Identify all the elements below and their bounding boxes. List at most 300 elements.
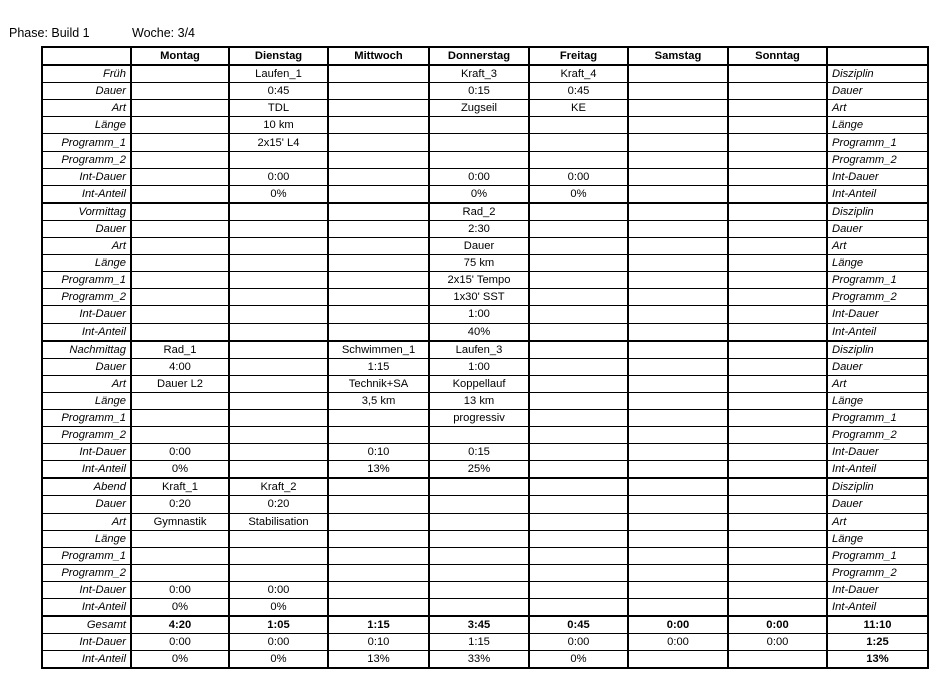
row-label: Dauer — [42, 496, 131, 513]
table-cell[interactable] — [529, 461, 628, 479]
table-cell[interactable] — [728, 496, 827, 513]
table-cell[interactable] — [529, 134, 628, 151]
table-cell[interactable] — [628, 564, 728, 581]
table-cell[interactable] — [728, 341, 827, 359]
table-cell[interactable] — [429, 530, 529, 547]
table-cell[interactable] — [628, 134, 728, 151]
table-cell[interactable] — [728, 185, 827, 203]
table-cell[interactable] — [728, 100, 827, 117]
table-cell[interactable] — [328, 530, 429, 547]
table-cell[interactable] — [328, 185, 429, 203]
table-row — [42, 599, 928, 617]
table-cell[interactable] — [728, 392, 827, 409]
table-cell[interactable]: 0:10 — [328, 444, 429, 461]
table-cell[interactable]: Kraft_3 — [429, 65, 529, 83]
table-cell[interactable] — [429, 117, 529, 134]
table-cell[interactable]: 2:30 — [429, 220, 529, 237]
table-cell[interactable]: 1:00 — [429, 306, 529, 323]
table-cell[interactable]: TDL — [229, 100, 328, 117]
table-cell[interactable] — [628, 117, 728, 134]
corner-cell — [42, 47, 131, 65]
row-label: Programm_2 — [42, 564, 131, 581]
row-label-right: Dauer — [827, 83, 928, 100]
table-cell[interactable] — [131, 100, 229, 117]
table-cell[interactable] — [529, 323, 628, 341]
row-label-right: Programm_1 — [827, 409, 928, 426]
table-cell[interactable] — [229, 289, 328, 306]
total-cell: 1:15 — [328, 616, 429, 634]
table-cell[interactable] — [229, 203, 328, 221]
table-cell[interactable] — [429, 564, 529, 581]
table-cell[interactable]: 0:20 — [131, 496, 229, 513]
table-cell[interactable]: 4:00 — [131, 358, 229, 375]
table-cell[interactable]: 0:00 — [131, 581, 229, 598]
table-cell[interactable] — [328, 238, 429, 255]
table-cell[interactable] — [131, 238, 229, 255]
table-cell[interactable] — [529, 375, 628, 392]
table-cell[interactable] — [628, 65, 728, 83]
table-cell[interactable] — [628, 272, 728, 289]
row-label: Programm_1 — [42, 409, 131, 426]
row-label-right: Programm_2 — [827, 427, 928, 444]
table-cell[interactable] — [229, 392, 328, 409]
total-cell: 0:00 — [628, 616, 728, 634]
table-cell[interactable] — [229, 444, 328, 461]
table-cell[interactable] — [628, 478, 728, 496]
table-cell[interactable]: Kraft_1 — [131, 478, 229, 496]
table-row — [42, 564, 928, 581]
table-cell[interactable] — [328, 323, 429, 341]
table-cell[interactable] — [628, 83, 728, 100]
total-cell: 0% — [229, 651, 328, 669]
table-cell[interactable]: Koppellauf — [429, 375, 529, 392]
total-row — [42, 634, 928, 651]
table-cell[interactable]: 0:15 — [429, 83, 529, 100]
row-label-right: Art — [827, 100, 928, 117]
table-cell[interactable]: Laufen_1 — [229, 65, 328, 83]
table-cell[interactable] — [628, 513, 728, 530]
table-cell[interactable] — [728, 375, 827, 392]
table-cell[interactable]: Zugseil — [429, 100, 529, 117]
table-cell[interactable]: Stabilisation — [229, 513, 328, 530]
table-cell[interactable] — [628, 255, 728, 272]
total-sum: 11:10 — [827, 616, 928, 634]
table-cell[interactable] — [328, 220, 429, 237]
table-cell[interactable] — [131, 65, 229, 83]
total-cell: 4:20 — [131, 616, 229, 634]
table-row — [42, 581, 928, 598]
table-cell[interactable]: 0% — [429, 185, 529, 203]
table-cell[interactable] — [529, 306, 628, 323]
table-cell[interactable] — [131, 306, 229, 323]
table-cell[interactable] — [328, 496, 429, 513]
row-label: Länge — [42, 255, 131, 272]
row-label-right: Programm_1 — [827, 272, 928, 289]
table-cell[interactable] — [131, 168, 229, 185]
table-cell[interactable] — [328, 599, 429, 617]
total-cell: 1:15 — [429, 634, 529, 651]
table-cell[interactable] — [529, 547, 628, 564]
total-cell: 0:00 — [728, 616, 827, 634]
total-cell: 3:45 — [429, 616, 529, 634]
table-cell[interactable] — [529, 341, 628, 359]
table-cell[interactable] — [728, 547, 827, 564]
table-cell[interactable] — [628, 151, 728, 168]
table-cell[interactable]: 0:00 — [229, 168, 328, 185]
table-cell[interactable] — [229, 151, 328, 168]
table-cell[interactable] — [229, 341, 328, 359]
table-cell[interactable] — [728, 478, 827, 496]
table-cell[interactable] — [131, 203, 229, 221]
table-cell[interactable]: KE — [529, 100, 628, 117]
table-cell[interactable] — [529, 203, 628, 221]
table-cell[interactable]: 0% — [131, 461, 229, 479]
row-label: Int-Anteil — [42, 461, 131, 479]
table-cell[interactable] — [429, 478, 529, 496]
table-cell[interactable] — [728, 461, 827, 479]
table-cell[interactable] — [728, 306, 827, 323]
table-cell[interactable] — [728, 151, 827, 168]
table-cell[interactable]: 10 km — [229, 117, 328, 134]
day-header-3: Donnerstag — [429, 47, 529, 65]
table-row — [42, 323, 928, 341]
total-cell — [728, 651, 827, 669]
table-cell[interactable]: Rad_2 — [429, 203, 529, 221]
table-cell[interactable] — [529, 358, 628, 375]
table-cell[interactable]: Kraft_2 — [229, 478, 328, 496]
table-cell[interactable]: progressiv — [429, 409, 529, 426]
table-cell[interactable] — [628, 358, 728, 375]
table-cell[interactable]: 75 km — [429, 255, 529, 272]
table-cell[interactable] — [628, 444, 728, 461]
day-header-6: Sonntag — [728, 47, 827, 65]
table-cell[interactable] — [131, 530, 229, 547]
table-cell[interactable]: 0:45 — [529, 83, 628, 100]
table-cell[interactable] — [628, 375, 728, 392]
table-cell[interactable]: 1:00 — [429, 358, 529, 375]
row-label-right: Int-Anteil — [827, 599, 928, 617]
row-label: Abend — [42, 478, 131, 496]
table-cell[interactable] — [328, 289, 429, 306]
table-cell[interactable] — [328, 168, 429, 185]
table-cell[interactable] — [529, 564, 628, 581]
table-cell[interactable] — [328, 427, 429, 444]
total-cell: 0% — [529, 651, 628, 669]
table-cell[interactable] — [229, 323, 328, 341]
row-label: Nachmittag — [42, 341, 131, 359]
table-cell[interactable] — [229, 564, 328, 581]
table-row — [42, 375, 928, 392]
table-cell[interactable] — [529, 151, 628, 168]
row-label: Programm_2 — [42, 289, 131, 306]
row-label-right: Programm_2 — [827, 151, 928, 168]
table-cell[interactable] — [429, 547, 529, 564]
table-cell[interactable] — [529, 255, 628, 272]
table-row — [42, 151, 928, 168]
table-cell[interactable] — [728, 581, 827, 598]
table-cell[interactable] — [229, 461, 328, 479]
table-cell[interactable] — [229, 272, 328, 289]
row-label: Früh — [42, 65, 131, 83]
table-cell[interactable] — [328, 409, 429, 426]
table-cell[interactable]: 0% — [229, 599, 328, 617]
table-row — [42, 547, 928, 564]
table-cell[interactable] — [728, 65, 827, 83]
table-cell[interactable]: 0% — [131, 599, 229, 617]
row-label: Programm_2 — [42, 427, 131, 444]
table-cell[interactable]: 40% — [429, 323, 529, 341]
table-cell[interactable] — [429, 134, 529, 151]
day-header-1: Dienstag — [229, 47, 328, 65]
table-cell[interactable]: 0:00 — [131, 444, 229, 461]
row-label: Int-Dauer — [42, 581, 131, 598]
row-label-right: Disziplin — [827, 341, 928, 359]
row-label: Länge — [42, 530, 131, 547]
row-label: Dauer — [42, 220, 131, 237]
table-cell[interactable] — [529, 444, 628, 461]
row-label-right: Länge — [827, 392, 928, 409]
table-cell[interactable] — [628, 289, 728, 306]
corner-cell-right — [827, 47, 928, 65]
row-label-right: Länge — [827, 117, 928, 134]
table-row — [42, 220, 928, 237]
table-cell[interactable] — [131, 185, 229, 203]
table-cell[interactable] — [131, 547, 229, 564]
row-label: Dauer — [42, 358, 131, 375]
table-cell[interactable] — [229, 306, 328, 323]
table-cell[interactable] — [728, 323, 827, 341]
table-cell[interactable] — [429, 151, 529, 168]
table-row — [42, 83, 928, 100]
table-cell[interactable] — [229, 358, 328, 375]
table-cell[interactable] — [429, 581, 529, 598]
phase-label: Phase: Build 1 — [9, 26, 90, 40]
row-label: Art — [42, 100, 131, 117]
table-cell[interactable] — [229, 427, 328, 444]
row-label-right: Art — [827, 513, 928, 530]
table-cell[interactable] — [328, 581, 429, 598]
table-cell[interactable] — [328, 100, 429, 117]
table-cell[interactable]: 25% — [429, 461, 529, 479]
total-cell: 0:00 — [529, 634, 628, 651]
table-cell[interactable]: 1:15 — [328, 358, 429, 375]
table-cell[interactable] — [628, 220, 728, 237]
table-cell[interactable] — [529, 599, 628, 617]
total-cell: 0:00 — [628, 634, 728, 651]
total-cell: 13% — [328, 651, 429, 669]
table-cell[interactable] — [131, 564, 229, 581]
table-cell[interactable] — [728, 530, 827, 547]
table-cell[interactable] — [529, 530, 628, 547]
table-cell[interactable] — [628, 427, 728, 444]
table-cell[interactable]: 0:45 — [229, 83, 328, 100]
table-cell[interactable] — [328, 203, 429, 221]
table-cell[interactable] — [328, 255, 429, 272]
row-label-right: Länge — [827, 255, 928, 272]
table-cell[interactable] — [328, 151, 429, 168]
table-cell[interactable] — [728, 238, 827, 255]
table-cell[interactable] — [229, 375, 328, 392]
table-row — [42, 238, 928, 255]
table-cell[interactable] — [229, 220, 328, 237]
table-cell[interactable]: Schwimmen_1 — [328, 341, 429, 359]
row-label: Int-Anteil — [42, 323, 131, 341]
table-cell[interactable] — [131, 409, 229, 426]
table-cell[interactable] — [529, 409, 628, 426]
table-row — [42, 341, 928, 359]
table-cell[interactable] — [628, 323, 728, 341]
table-cell[interactable] — [728, 168, 827, 185]
row-label: Programm_1 — [42, 272, 131, 289]
table-cell[interactable] — [628, 392, 728, 409]
table-cell[interactable]: Laufen_3 — [429, 341, 529, 359]
table-cell[interactable]: 0:00 — [229, 581, 328, 598]
table-cell[interactable] — [529, 478, 628, 496]
table-cell[interactable] — [229, 409, 328, 426]
table-cell[interactable] — [628, 168, 728, 185]
table-row — [42, 272, 928, 289]
table-cell[interactable]: 3,5 km — [328, 392, 429, 409]
table-cell[interactable] — [728, 83, 827, 100]
row-label: Int-Anteil — [42, 185, 131, 203]
table-cell[interactable] — [429, 513, 529, 530]
table-cell[interactable] — [628, 341, 728, 359]
table-cell[interactable] — [131, 134, 229, 151]
table-cell[interactable] — [529, 513, 628, 530]
table-cell[interactable] — [628, 581, 728, 598]
table-cell[interactable]: 2x15' Tempo — [429, 272, 529, 289]
table-cell[interactable] — [328, 513, 429, 530]
table-cell[interactable]: 2x15' L4 — [229, 134, 328, 151]
table-cell[interactable]: Gymnastik — [131, 513, 229, 530]
table-cell[interactable] — [529, 272, 628, 289]
table-cell[interactable] — [131, 289, 229, 306]
table-cell[interactable] — [728, 358, 827, 375]
table-cell[interactable] — [628, 238, 728, 255]
table-cell[interactable] — [131, 427, 229, 444]
table-cell[interactable] — [728, 564, 827, 581]
table-row — [42, 203, 928, 221]
table-cell[interactable] — [131, 392, 229, 409]
table-cell[interactable] — [628, 461, 728, 479]
table-cell[interactable]: 13 km — [429, 392, 529, 409]
table-cell[interactable] — [728, 409, 827, 426]
table-cell[interactable]: 13% — [328, 461, 429, 479]
total-label: Gesamt — [42, 616, 131, 634]
table-cell[interactable] — [628, 203, 728, 221]
table-cell[interactable] — [529, 392, 628, 409]
table-cell[interactable]: Kraft_4 — [529, 65, 628, 83]
table-cell[interactable] — [728, 272, 827, 289]
table-row — [42, 185, 928, 203]
table-cell[interactable] — [131, 83, 229, 100]
table-cell[interactable] — [728, 203, 827, 221]
table-cell[interactable] — [131, 220, 229, 237]
table-cell[interactable] — [728, 289, 827, 306]
table-cell[interactable] — [728, 444, 827, 461]
table-cell[interactable]: 0:00 — [429, 168, 529, 185]
table-cell[interactable]: Dauer — [429, 238, 529, 255]
row-label: Art — [42, 375, 131, 392]
table-cell[interactable] — [328, 134, 429, 151]
table-cell[interactable]: Technik+SA — [328, 375, 429, 392]
table-cell[interactable] — [728, 255, 827, 272]
table-cell[interactable] — [229, 547, 328, 564]
table-cell[interactable] — [328, 117, 429, 134]
table-cell[interactable] — [429, 427, 529, 444]
table-cell[interactable] — [728, 513, 827, 530]
table-cell[interactable] — [628, 185, 728, 203]
table-cell[interactable] — [728, 599, 827, 617]
table-cell[interactable]: 0% — [229, 185, 328, 203]
table-cell[interactable] — [628, 496, 728, 513]
table-cell[interactable] — [529, 220, 628, 237]
row-label: Int-Dauer — [42, 306, 131, 323]
row-label-right: Int-Anteil — [827, 185, 928, 203]
table-cell[interactable] — [728, 117, 827, 134]
table-cell[interactable] — [131, 117, 229, 134]
table-cell[interactable] — [131, 151, 229, 168]
table-cell[interactable] — [628, 409, 728, 426]
table-cell[interactable] — [628, 306, 728, 323]
row-label-right: Programm_2 — [827, 564, 928, 581]
table-cell[interactable] — [131, 323, 229, 341]
table-cell[interactable] — [429, 599, 529, 617]
table-cell[interactable] — [131, 255, 229, 272]
table-cell[interactable]: Dauer L2 — [131, 375, 229, 392]
row-label-right: Int-Dauer — [827, 306, 928, 323]
table-cell[interactable] — [529, 427, 628, 444]
row-label: Int-Dauer — [42, 444, 131, 461]
table-cell[interactable] — [529, 496, 628, 513]
table-cell[interactable] — [529, 238, 628, 255]
table-cell[interactable] — [429, 496, 529, 513]
row-label-right: Programm_2 — [827, 289, 928, 306]
table-cell[interactable]: 0:15 — [429, 444, 529, 461]
total-cell — [628, 651, 728, 669]
row-label-right: Int-Anteil — [827, 461, 928, 479]
table-cell[interactable] — [328, 83, 429, 100]
table-cell[interactable] — [728, 427, 827, 444]
table-cell[interactable] — [728, 134, 827, 151]
table-cell[interactable] — [229, 530, 328, 547]
table-cell[interactable] — [131, 272, 229, 289]
table-cell[interactable] — [328, 306, 429, 323]
table-cell[interactable] — [328, 65, 429, 83]
table-cell[interactable] — [328, 478, 429, 496]
row-label-right: Programm_1 — [827, 134, 928, 151]
table-cell[interactable]: 0:00 — [529, 168, 628, 185]
table-cell[interactable] — [529, 581, 628, 598]
table-cell[interactable] — [628, 547, 728, 564]
table-cell[interactable] — [728, 220, 827, 237]
table-cell[interactable] — [628, 530, 728, 547]
table-cell[interactable] — [328, 564, 429, 581]
table-cell[interactable]: Rad_1 — [131, 341, 229, 359]
table-cell[interactable]: 1x30' SST — [429, 289, 529, 306]
table-cell[interactable] — [328, 547, 429, 564]
table-cell[interactable] — [628, 100, 728, 117]
table-cell[interactable] — [628, 599, 728, 617]
table-cell[interactable] — [229, 238, 328, 255]
table-cell[interactable] — [328, 272, 429, 289]
table-cell[interactable]: 0:20 — [229, 496, 328, 513]
table-cell[interactable]: 0% — [529, 185, 628, 203]
table-cell[interactable] — [529, 289, 628, 306]
row-label-right: Dauer — [827, 358, 928, 375]
table-cell[interactable] — [529, 117, 628, 134]
table-cell[interactable] — [229, 255, 328, 272]
